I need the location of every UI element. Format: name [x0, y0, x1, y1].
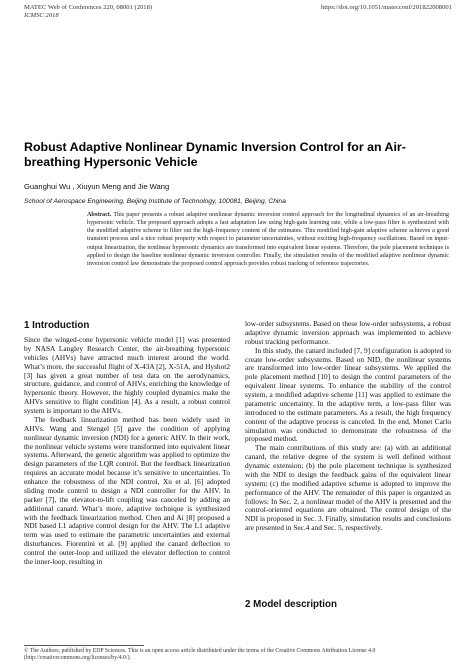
affiliation: School of Aerospace Engineering, Beijing Institute of Technology, 100081, Beijing, China — [24, 198, 286, 205]
journal-line: MATEC Web of Conferences 220, 08001 (2018) — [24, 4, 153, 11]
right-column — [245, 320, 451, 533]
license-line: © The Authors, published by EDP Sciences. This is an open access article distributed under the terms of the Creative Commons Attribution License 4.0 — [24, 648, 376, 654]
running-header — [24, 4, 152, 21]
doi-link[interactable]: https://doi.org/10.1051/matecconf/201822008001 — [320, 4, 452, 11]
section-heading-model-description: 2 Model description — [245, 599, 337, 610]
paragraph: In this study, the canard included [7, 9] configuration is adopted to create low-order subsystems. Based on NID, the nonlinear systems are transformed into low-order linear subsystems. We applied the pole placement method [10] to design the control parameters of the equivalent linear systems. To enhance the stability of the control system, a modified adaptive scheme [11] was applied to estimate the parametric uncertainty. In the adaptive term, a low-pass filter was introduced to the estimate parameters. As a result, the high frequency content of the adaptive process is canceled. In the end, Monet Carlo simulation was conducted to demonstrate the robustness of the proposed method. — [245, 345, 451, 444]
footer-divider — [24, 645, 144, 646]
conference-name: ICMSC 2018 — [24, 12, 59, 20]
author-list: Guanghui Wu , Xiuyun Meng and Jie Wang — [24, 182, 170, 191]
abstract — [87, 211, 449, 268]
left-column — [24, 336, 230, 567]
section-heading-introduction: 1 Introduction — [24, 320, 90, 331]
paper-title: Robust Adaptive Nonlinear Dynamic Inversion Control for an Air-breathing Hypersonic Vehicle — [24, 140, 406, 169]
license-footer — [24, 648, 452, 663]
paragraph: The feedback linearization method has been widely used in AHVs. Wang and Stengel [5] gave the condition of applying nonlinear dynamic inversion (NDI) for a generic AHV. In their work, the nonlinear vehicle systems were transformed into equivalent linear systems. Afterward, the genetic algorithm was applied to optimize the design parameters of the LQR control. But the feedback linearization requires an accurate model because it’s sensitive to uncertainties. To enhance the robustness of the NDI control, Xu et al. [6] adopted sliding mode control to design a NDI controller for the AHV. In parker [7], the elevator-to-lift coupling was canceled by adding an additional canard. What’s more, adaptive technique is synthesized with the feedback linearization method. Chen and Ai [8] proposed a NDI based L1 adaptive control design for the AHV. The L1 adaptive term was used to estimate the parametric uncertainties and external disturbances. Fiorentini et al. [9] applied the canard deflection to control the outer-loop and utilized the elevator deflection to control the inner-loop, resulting in — [24, 414, 230, 566]
paragraph: The main contributions of this study are: (a) with an additional canard, the relative degree of the system is well defined without dynamic extension; (b) the pole placement technique is synthesized with the NDI to design the feedback gains of the equivalent linear system; (c) the modified adaptive scheme is adopted to improve the performance of the AHV. The remainder of this paper is organized as follows: In Sec. 2, a nonlinear model of the AHV is presented and the control-oriented equations are obtained. The control design of the NDI is proposed in Sec. 3. Finally, simulation results and conclusions are presented in Sec.4 and Sec. 5, respectively. — [245, 443, 451, 533]
paragraph: low-order subsystems. Based on these low-order subsystems, a robust adaptive dynamic inversion approach was implemented to achieve robust tracking performance. — [245, 319, 451, 346]
license-url[interactable]: (http://creativecommons.org/licenses/by/4.0/). — [24, 655, 131, 662]
abstract-text: This paper presents a robust adaptive nonlinear dynamic inversion control approach for the longitudinal dynamics of an air-breathing hypersonic vehicle. The proposed approach adopts a fast adaptation law using high-gain learning rate, while a low-pass filter is synthesized with the modified adaptive scheme to filter out the high-frequency content of the estimates. This modified high-gain adaptive scheme achieves a good transient process and a nice robust property with respect to parameter uncertainties, without exciting high-frequency oscillations. Based on input-output linearization, the nonlinear hypersonic dynamics are transformed into equivalent linear systems. Therefore, the pole placement technique is applied to design the baseline nonlinear dynamic inversion controller. Finally, the simulation results of the modified adaptive nonlinear dynamic inversion control law demonstrate the proposed control approach provides robust tracking of reference trajectories. — [87, 212, 449, 267]
abstract-label: Abstract. — [87, 212, 112, 218]
paragraph: Since the winged-cone hypersonic vehicle model [1] was presented by NASA Langley Research Center, the air-breathing hypersonic vehicles (AHVs) have attracted much interest around the world. What’s more, the successful flight of X-43A [2], X-51A, and Hyshot2 [3] has given a great number of test data on the aerodynamics, structure, guidance, and control of AHVs, enriching the knowledge of hypersonic theory. However, the highly coupled dynamics make the AHVs sensitive to flight condition [4]. As a result, a robust control system is important to the AHVs. — [24, 335, 230, 415]
